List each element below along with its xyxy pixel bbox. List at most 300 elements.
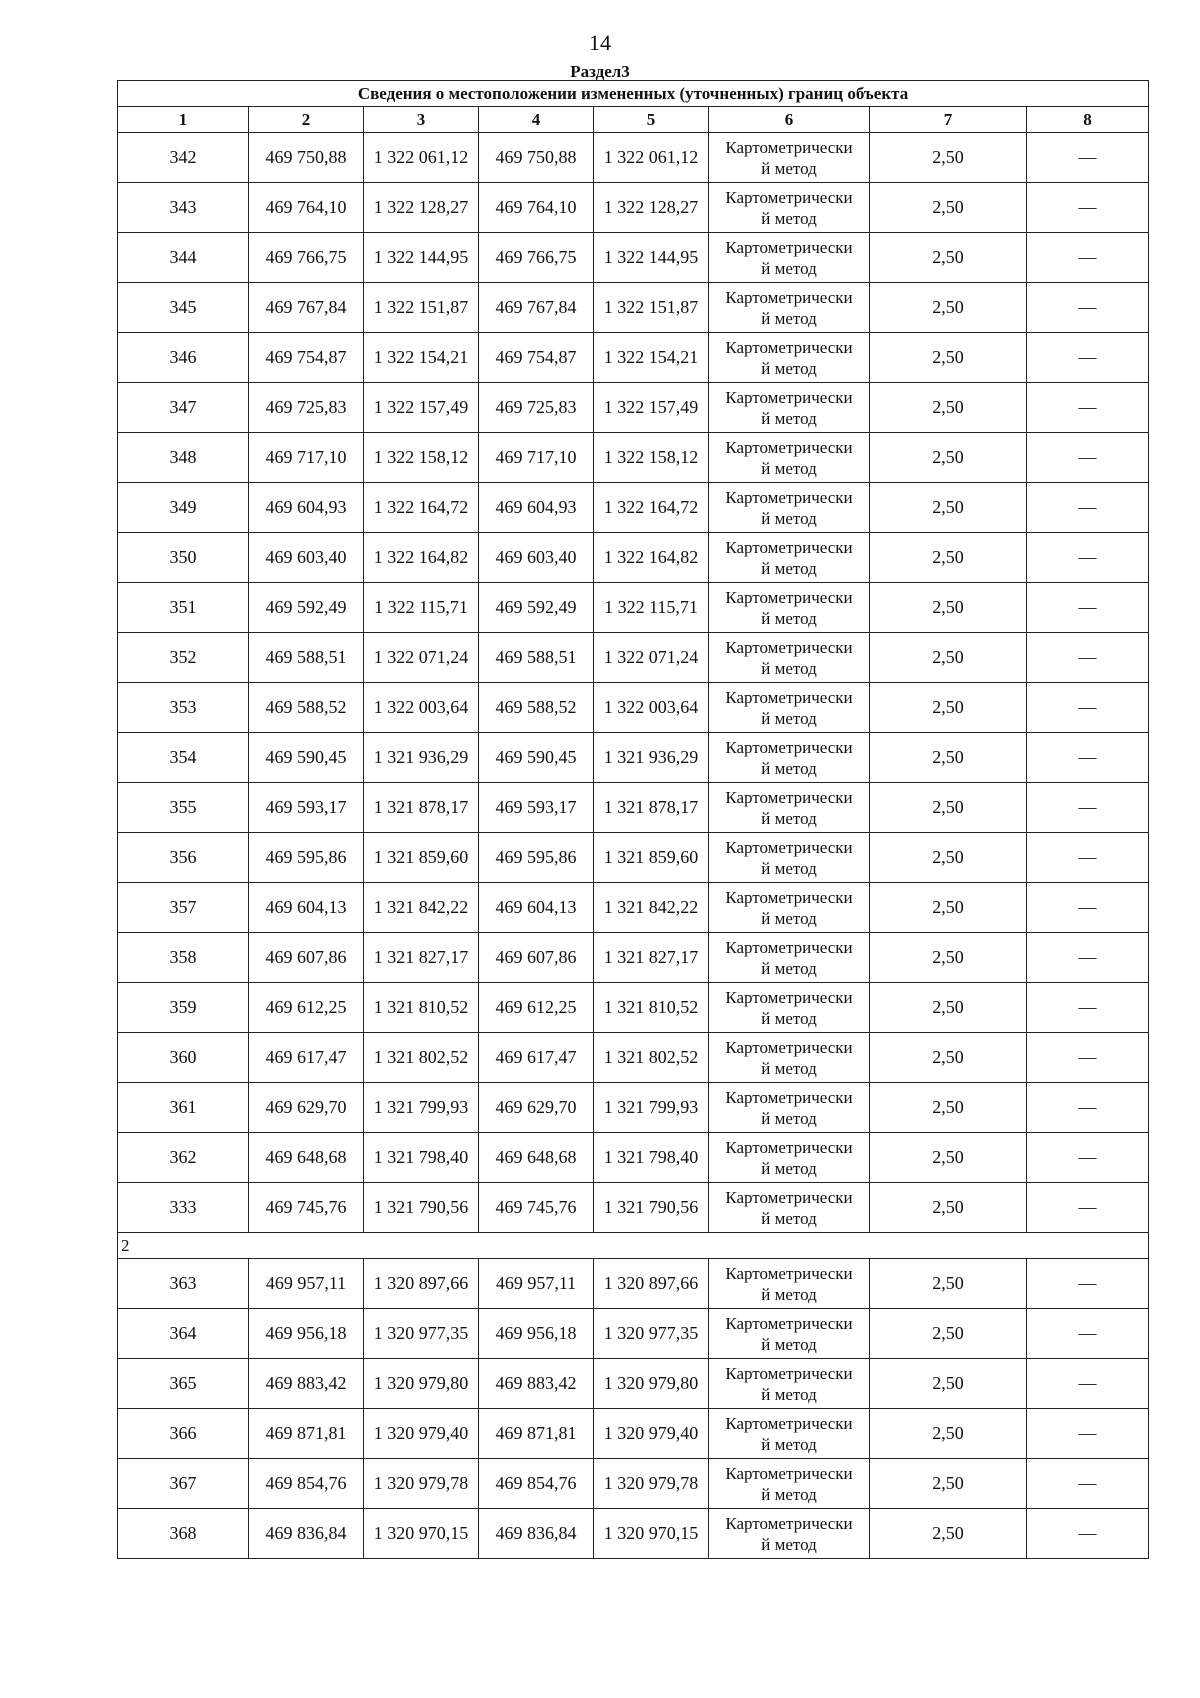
empty-mark: — xyxy=(1027,1409,1149,1459)
empty-mark: — xyxy=(1027,833,1149,883)
empty-mark: — xyxy=(1027,133,1149,183)
table-row xyxy=(118,1409,1149,1459)
point-number: 364 xyxy=(118,1309,249,1359)
x-new: 469 588,52 xyxy=(479,683,594,733)
y-new: 1 320 970,15 xyxy=(594,1509,709,1559)
method-text-line2: й метод xyxy=(761,758,817,778)
y-existing: 1 321 859,60 xyxy=(364,833,479,883)
point-number: 351 xyxy=(118,583,249,633)
method-text-line2: й метод xyxy=(761,658,817,678)
x-new: 469 871,81 xyxy=(479,1409,594,1459)
accuracy-value: 2,50 xyxy=(870,683,1027,733)
x-existing: 469 629,70 xyxy=(249,1083,364,1133)
table-row xyxy=(118,883,1149,933)
method-cell xyxy=(709,783,870,833)
x-new: 469 612,25 xyxy=(479,983,594,1033)
column-number: 7 xyxy=(870,107,1027,133)
y-existing: 1 321 936,29 xyxy=(364,733,479,783)
x-existing: 469 617,47 xyxy=(249,1033,364,1083)
point-number: 346 xyxy=(118,333,249,383)
method-cell xyxy=(709,1309,870,1359)
point-number: 356 xyxy=(118,833,249,883)
table-row xyxy=(118,1459,1149,1509)
point-number: 363 xyxy=(118,1259,249,1309)
method-cell xyxy=(709,1183,870,1233)
y-existing: 1 322 154,21 xyxy=(364,333,479,383)
table-row xyxy=(118,583,1149,633)
method-text-line2: й метод xyxy=(761,958,817,978)
method-cell xyxy=(709,1259,870,1309)
table-row xyxy=(118,783,1149,833)
x-existing: 469 871,81 xyxy=(249,1409,364,1459)
accuracy-value: 2,50 xyxy=(870,1033,1027,1083)
group-row xyxy=(118,1233,1149,1259)
x-existing: 469 956,18 xyxy=(249,1309,364,1359)
accuracy-value: 2,50 xyxy=(870,433,1027,483)
accuracy-value: 2,50 xyxy=(870,133,1027,183)
table-row xyxy=(118,1509,1149,1559)
accuracy-value: 2,50 xyxy=(870,233,1027,283)
point-number: 368 xyxy=(118,1509,249,1559)
empty-mark: — xyxy=(1027,183,1149,233)
method-cell xyxy=(709,333,870,383)
method-text-line2: й метод xyxy=(761,858,817,878)
empty-mark: — xyxy=(1027,1033,1149,1083)
accuracy-value: 2,50 xyxy=(870,933,1027,983)
point-number: 348 xyxy=(118,433,249,483)
method-text-line2: й метод xyxy=(761,558,817,578)
accuracy-value: 2,50 xyxy=(870,333,1027,383)
y-new: 1 320 979,40 xyxy=(594,1409,709,1459)
y-new: 1 321 799,93 xyxy=(594,1083,709,1133)
method-text-line2: й метод xyxy=(761,1008,817,1028)
x-existing: 469 588,52 xyxy=(249,683,364,733)
method-text-line2: й метод xyxy=(761,408,817,428)
y-existing: 1 321 827,17 xyxy=(364,933,479,983)
empty-mark: — xyxy=(1027,1133,1149,1183)
x-new: 469 607,86 xyxy=(479,933,594,983)
y-new: 1 321 802,52 xyxy=(594,1033,709,1083)
accuracy-value: 2,50 xyxy=(870,1359,1027,1409)
empty-mark: — xyxy=(1027,1509,1149,1559)
y-existing: 1 321 842,22 xyxy=(364,883,479,933)
method-text-line1: Картометрически xyxy=(725,537,853,557)
y-new: 1 322 154,21 xyxy=(594,333,709,383)
y-existing: 1 321 798,40 xyxy=(364,1133,479,1183)
point-number: 358 xyxy=(118,933,249,983)
y-new: 1 322 071,24 xyxy=(594,633,709,683)
method-text-line1: Картометрически xyxy=(725,287,853,307)
x-existing: 469 754,87 xyxy=(249,333,364,383)
method-text-line1: Картометрически xyxy=(725,1363,853,1383)
method-cell xyxy=(709,1033,870,1083)
x-existing: 469 588,51 xyxy=(249,633,364,683)
method-text-line1: Картометрически xyxy=(725,1187,853,1207)
y-existing: 1 320 977,35 xyxy=(364,1309,479,1359)
point-number: 347 xyxy=(118,383,249,433)
method-cell xyxy=(709,733,870,783)
accuracy-value: 2,50 xyxy=(870,833,1027,883)
x-new: 469 592,49 xyxy=(479,583,594,633)
accuracy-value: 2,50 xyxy=(870,283,1027,333)
method-cell xyxy=(709,183,870,233)
method-cell xyxy=(709,833,870,883)
method-text-line2: й метод xyxy=(761,258,817,278)
y-new: 1 321 790,56 xyxy=(594,1183,709,1233)
table-row xyxy=(118,833,1149,883)
empty-mark: — xyxy=(1027,633,1149,683)
x-new: 469 956,18 xyxy=(479,1309,594,1359)
table-row xyxy=(118,1083,1149,1133)
y-existing: 1 320 897,66 xyxy=(364,1259,479,1309)
x-new: 469 764,10 xyxy=(479,183,594,233)
x-new: 469 883,42 xyxy=(479,1359,594,1409)
x-existing: 469 592,49 xyxy=(249,583,364,633)
x-new: 469 629,70 xyxy=(479,1083,594,1133)
table-row xyxy=(118,183,1149,233)
accuracy-value: 2,50 xyxy=(870,583,1027,633)
method-text-line2: й метод xyxy=(761,1108,817,1128)
column-number: 1 xyxy=(118,107,249,133)
method-text-line2: й метод xyxy=(761,608,817,628)
group-label: 2 xyxy=(118,1233,1149,1259)
empty-mark: — xyxy=(1027,583,1149,633)
method-text-line2: й метод xyxy=(761,1284,817,1304)
table-caption: Сведения о местоположении измененных (уточненных) границ объекта xyxy=(118,81,1149,107)
table-row xyxy=(118,983,1149,1033)
x-new: 469 593,17 xyxy=(479,783,594,833)
column-number-row xyxy=(118,107,1149,133)
method-text-line1: Картометрически xyxy=(725,837,853,857)
y-existing: 1 320 970,15 xyxy=(364,1509,479,1559)
point-number: 345 xyxy=(118,283,249,333)
y-new: 1 322 003,64 xyxy=(594,683,709,733)
y-new: 1 320 979,80 xyxy=(594,1359,709,1409)
y-new: 1 321 878,17 xyxy=(594,783,709,833)
method-cell xyxy=(709,283,870,333)
x-existing: 469 595,86 xyxy=(249,833,364,883)
y-existing: 1 322 061,12 xyxy=(364,133,479,183)
method-text-line1: Картометрически xyxy=(725,1413,853,1433)
x-existing: 469 836,84 xyxy=(249,1509,364,1559)
method-text-line2: й метод xyxy=(761,1158,817,1178)
empty-mark: — xyxy=(1027,283,1149,333)
point-number: 367 xyxy=(118,1459,249,1509)
method-text-line2: й метод xyxy=(761,458,817,478)
empty-mark: — xyxy=(1027,1309,1149,1359)
empty-mark: — xyxy=(1027,233,1149,283)
x-existing: 469 767,84 xyxy=(249,283,364,333)
accuracy-value: 2,50 xyxy=(870,1259,1027,1309)
y-new: 1 321 810,52 xyxy=(594,983,709,1033)
y-new: 1 322 151,87 xyxy=(594,283,709,333)
y-existing: 1 322 144,95 xyxy=(364,233,479,283)
accuracy-value: 2,50 xyxy=(870,633,1027,683)
accuracy-value: 2,50 xyxy=(870,1409,1027,1459)
method-cell xyxy=(709,1409,870,1459)
x-new: 469 603,40 xyxy=(479,533,594,583)
accuracy-value: 2,50 xyxy=(870,483,1027,533)
point-number: 357 xyxy=(118,883,249,933)
table-row xyxy=(118,333,1149,383)
accuracy-value: 2,50 xyxy=(870,1083,1027,1133)
page-number: 14 xyxy=(589,30,611,55)
point-number: 349 xyxy=(118,483,249,533)
x-new: 469 854,76 xyxy=(479,1459,594,1509)
y-new: 1 322 158,12 xyxy=(594,433,709,483)
empty-mark: — xyxy=(1027,1459,1149,1509)
table-row xyxy=(118,683,1149,733)
x-new: 469 754,87 xyxy=(479,333,594,383)
empty-mark: — xyxy=(1027,933,1149,983)
x-new: 469 648,68 xyxy=(479,1133,594,1183)
method-text-line2: й метод xyxy=(761,808,817,828)
x-new: 469 604,93 xyxy=(479,483,594,533)
point-number: 355 xyxy=(118,783,249,833)
empty-mark: — xyxy=(1027,533,1149,583)
table-row xyxy=(118,1359,1149,1409)
empty-mark: — xyxy=(1027,983,1149,1033)
y-new: 1 322 115,71 xyxy=(594,583,709,633)
accuracy-value: 2,50 xyxy=(870,533,1027,583)
method-text-line2: й метод xyxy=(761,908,817,928)
x-existing: 469 883,42 xyxy=(249,1359,364,1409)
method-cell xyxy=(709,1459,870,1509)
method-cell xyxy=(709,1509,870,1559)
accuracy-value: 2,50 xyxy=(870,983,1027,1033)
x-new: 469 604,13 xyxy=(479,883,594,933)
x-existing: 469 604,13 xyxy=(249,883,364,933)
method-text-line2: й метод xyxy=(761,208,817,228)
y-existing: 1 320 979,80 xyxy=(364,1359,479,1409)
method-text-line2: й метод xyxy=(761,1058,817,1078)
column-number: 5 xyxy=(594,107,709,133)
x-existing: 469 764,10 xyxy=(249,183,364,233)
x-existing: 469 766,75 xyxy=(249,233,364,283)
table-row xyxy=(118,633,1149,683)
column-number: 2 xyxy=(249,107,364,133)
method-cell xyxy=(709,233,870,283)
table-row xyxy=(118,533,1149,583)
point-number: 366 xyxy=(118,1409,249,1459)
x-existing: 469 725,83 xyxy=(249,383,364,433)
column-number: 4 xyxy=(479,107,594,133)
y-new: 1 321 798,40 xyxy=(594,1133,709,1183)
point-number: 344 xyxy=(118,233,249,283)
method-text-line2: й метод xyxy=(761,1484,817,1504)
point-number: 360 xyxy=(118,1033,249,1083)
x-new: 469 957,11 xyxy=(479,1259,594,1309)
method-text-line1: Картометрически xyxy=(725,637,853,657)
y-existing: 1 320 979,40 xyxy=(364,1409,479,1459)
y-existing: 1 322 003,64 xyxy=(364,683,479,733)
y-new: 1 322 164,72 xyxy=(594,483,709,533)
accuracy-value: 2,50 xyxy=(870,383,1027,433)
table-row xyxy=(118,733,1149,783)
method-text-line1: Картометрически xyxy=(725,987,853,1007)
x-new: 469 588,51 xyxy=(479,633,594,683)
accuracy-value: 2,50 xyxy=(870,883,1027,933)
method-text-line1: Картометрически xyxy=(725,737,853,757)
x-existing: 469 648,68 xyxy=(249,1133,364,1183)
method-cell xyxy=(709,633,870,683)
empty-mark: — xyxy=(1027,683,1149,733)
method-text-line1: Картометрически xyxy=(725,337,853,357)
accuracy-value: 2,50 xyxy=(870,1183,1027,1233)
empty-mark: — xyxy=(1027,783,1149,833)
table-row xyxy=(118,1033,1149,1083)
y-existing: 1 322 115,71 xyxy=(364,583,479,633)
y-existing: 1 321 810,52 xyxy=(364,983,479,1033)
table-row xyxy=(118,433,1149,483)
y-existing: 1 321 878,17 xyxy=(364,783,479,833)
empty-mark: — xyxy=(1027,1083,1149,1133)
method-cell xyxy=(709,883,870,933)
method-text-line1: Картометрически xyxy=(725,1137,853,1157)
table-row xyxy=(118,1309,1149,1359)
x-existing: 469 717,10 xyxy=(249,433,364,483)
method-text-line2: й метод xyxy=(761,308,817,328)
x-existing: 469 590,45 xyxy=(249,733,364,783)
y-new: 1 321 859,60 xyxy=(594,833,709,883)
y-existing: 1 320 979,78 xyxy=(364,1459,479,1509)
method-cell xyxy=(709,683,870,733)
method-text-line1: Картометрически xyxy=(725,237,853,257)
column-number: 3 xyxy=(364,107,479,133)
method-text-line2: й метод xyxy=(761,708,817,728)
method-cell xyxy=(709,433,870,483)
method-text-line2: й метод xyxy=(761,1384,817,1404)
point-number: 343 xyxy=(118,183,249,233)
accuracy-value: 2,50 xyxy=(870,783,1027,833)
empty-mark: — xyxy=(1027,733,1149,783)
method-text-line1: Картометрически xyxy=(725,437,853,457)
table-row xyxy=(118,233,1149,283)
x-existing: 469 607,86 xyxy=(249,933,364,983)
point-number: 342 xyxy=(118,133,249,183)
y-new: 1 321 842,22 xyxy=(594,883,709,933)
x-existing: 469 593,17 xyxy=(249,783,364,833)
method-cell xyxy=(709,483,870,533)
x-existing: 469 854,76 xyxy=(249,1459,364,1509)
method-cell xyxy=(709,583,870,633)
method-text-line1: Картометрически xyxy=(725,1087,853,1107)
y-existing: 1 322 071,24 xyxy=(364,633,479,683)
x-new: 469 745,76 xyxy=(479,1183,594,1233)
table-row xyxy=(118,133,1149,183)
y-new: 1 322 157,49 xyxy=(594,383,709,433)
method-cell xyxy=(709,533,870,583)
point-number: 362 xyxy=(118,1133,249,1183)
method-cell xyxy=(709,1083,870,1133)
accuracy-value: 2,50 xyxy=(870,733,1027,783)
method-text-line1: Картометрически xyxy=(725,687,853,707)
empty-mark: — xyxy=(1027,1359,1149,1409)
table-row xyxy=(118,1183,1149,1233)
x-new: 469 750,88 xyxy=(479,133,594,183)
method-cell xyxy=(709,383,870,433)
empty-mark: — xyxy=(1027,383,1149,433)
method-text-line1: Картометрически xyxy=(725,937,853,957)
method-text-line2: й метод xyxy=(761,1208,817,1228)
y-new: 1 322 144,95 xyxy=(594,233,709,283)
y-new: 1 321 827,17 xyxy=(594,933,709,983)
section-label: Раздел3 xyxy=(570,62,630,81)
accuracy-value: 2,50 xyxy=(870,1459,1027,1509)
x-existing: 469 750,88 xyxy=(249,133,364,183)
accuracy-value: 2,50 xyxy=(870,1133,1027,1183)
point-number: 361 xyxy=(118,1083,249,1133)
point-number: 333 xyxy=(118,1183,249,1233)
point-number: 365 xyxy=(118,1359,249,1409)
y-existing: 1 322 128,27 xyxy=(364,183,479,233)
empty-mark: — xyxy=(1027,883,1149,933)
y-existing: 1 322 164,72 xyxy=(364,483,479,533)
x-existing: 469 604,93 xyxy=(249,483,364,533)
method-text-line1: Картометрически xyxy=(725,187,853,207)
boundary-coordinates-table xyxy=(117,80,1149,1559)
y-existing: 1 322 158,12 xyxy=(364,433,479,483)
method-text-line1: Картометрически xyxy=(725,1037,853,1057)
y-new: 1 322 061,12 xyxy=(594,133,709,183)
table-row xyxy=(118,383,1149,433)
method-cell xyxy=(709,1133,870,1183)
column-number: 8 xyxy=(1027,107,1149,133)
y-new: 1 321 936,29 xyxy=(594,733,709,783)
method-text-line1: Картометрически xyxy=(725,787,853,807)
empty-mark: — xyxy=(1027,333,1149,383)
column-number: 6 xyxy=(709,107,870,133)
x-new: 469 767,84 xyxy=(479,283,594,333)
x-new: 469 725,83 xyxy=(479,383,594,433)
method-text-line1: Картометрически xyxy=(725,1463,853,1483)
x-new: 469 595,86 xyxy=(479,833,594,883)
method-text-line2: й метод xyxy=(761,1334,817,1354)
x-existing: 469 603,40 xyxy=(249,533,364,583)
table-row xyxy=(118,483,1149,533)
empty-mark: — xyxy=(1027,433,1149,483)
accuracy-value: 2,50 xyxy=(870,183,1027,233)
method-text-line1: Картометрически xyxy=(725,1313,853,1333)
point-number: 359 xyxy=(118,983,249,1033)
y-new: 1 322 164,82 xyxy=(594,533,709,583)
method-text-line1: Картометрически xyxy=(725,487,853,507)
method-text-line1: Картометрически xyxy=(725,1263,853,1283)
method-text-line2: й метод xyxy=(761,358,817,378)
accuracy-value: 2,50 xyxy=(870,1309,1027,1359)
accuracy-value: 2,50 xyxy=(870,1509,1027,1559)
y-new: 1 322 128,27 xyxy=(594,183,709,233)
x-existing: 469 612,25 xyxy=(249,983,364,1033)
x-new: 469 617,47 xyxy=(479,1033,594,1083)
point-number: 350 xyxy=(118,533,249,583)
point-number: 354 xyxy=(118,733,249,783)
x-new: 469 717,10 xyxy=(479,433,594,483)
x-new: 469 766,75 xyxy=(479,233,594,283)
point-number: 352 xyxy=(118,633,249,683)
method-text-line1: Картометрически xyxy=(725,1513,853,1533)
x-new: 469 590,45 xyxy=(479,733,594,783)
method-cell xyxy=(709,933,870,983)
y-existing: 1 321 790,56 xyxy=(364,1183,479,1233)
empty-mark: — xyxy=(1027,1259,1149,1309)
y-new: 1 320 979,78 xyxy=(594,1459,709,1509)
point-number: 353 xyxy=(118,683,249,733)
method-cell xyxy=(709,983,870,1033)
x-existing: 469 745,76 xyxy=(249,1183,364,1233)
method-text-line2: й метод xyxy=(761,1534,817,1554)
y-existing: 1 321 802,52 xyxy=(364,1033,479,1083)
